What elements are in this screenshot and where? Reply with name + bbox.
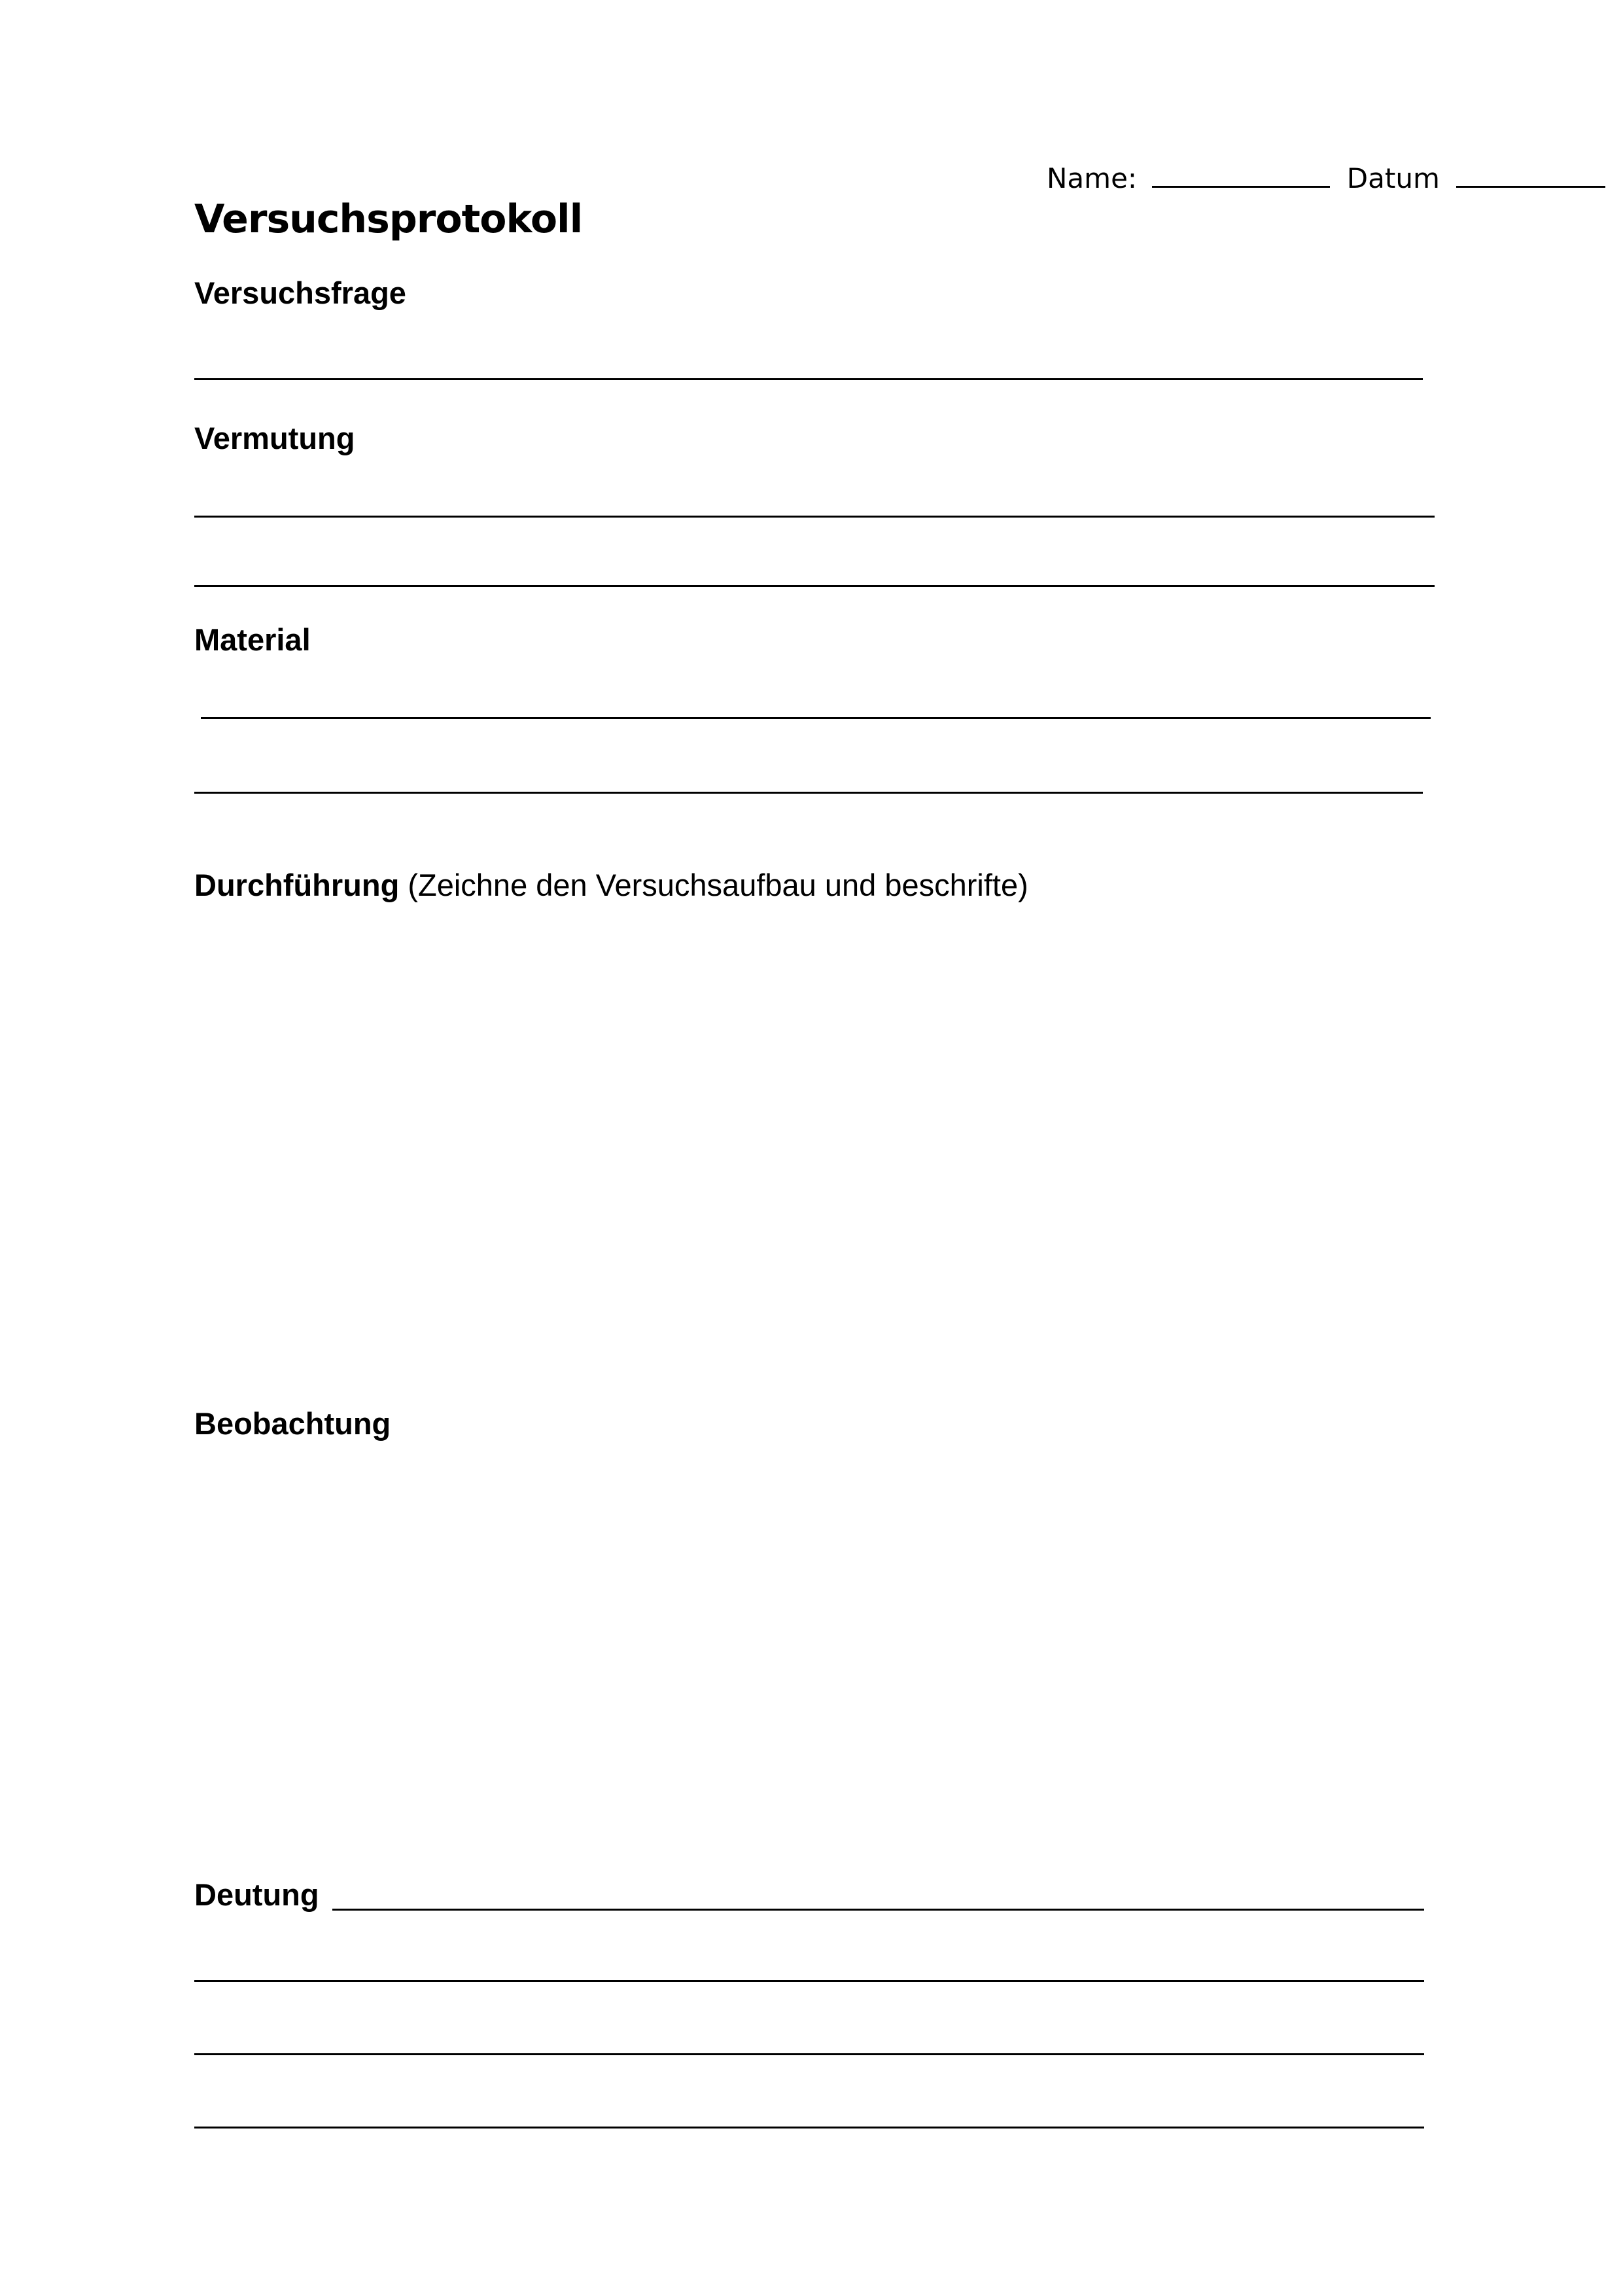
- date-field[interactable]: [1456, 185, 1605, 188]
- hypothesis-answer-line[interactable]: [194, 516, 1435, 518]
- interpretation-answer-line[interactable]: [332, 1909, 1424, 1911]
- section-heading-procedure: [194, 867, 1028, 903]
- interpretation-answer-line[interactable]: [194, 2127, 1424, 2128]
- procedure-heading: Durchführung: [194, 868, 400, 902]
- observation-area[interactable]: [194, 1453, 1435, 1845]
- section-heading-question: Versuchsfrage: [194, 275, 406, 310]
- section-heading-hypothesis: Vermutung: [194, 421, 355, 455]
- interpretation-answer-line[interactable]: [194, 2053, 1424, 2055]
- date-label: Datum: [1346, 162, 1440, 194]
- name-field[interactable]: [1152, 185, 1330, 188]
- section-heading-material: Material: [194, 622, 311, 657]
- section-heading-interpretation: Deutung: [194, 1877, 319, 1912]
- hypothesis-answer-line[interactable]: [194, 585, 1435, 587]
- material-answer-line[interactable]: [194, 792, 1423, 794]
- section-heading-observation: Beobachtung: [194, 1406, 391, 1441]
- interpretation-answer-line[interactable]: [194, 1980, 1424, 1982]
- name-date-fields: [1047, 162, 1605, 194]
- name-label: Name:: [1047, 162, 1138, 194]
- drawing-area[interactable]: [194, 916, 1435, 1387]
- question-answer-line[interactable]: [194, 378, 1423, 380]
- page-title: Versuchsprotokoll: [194, 196, 583, 242]
- material-answer-line[interactable]: [201, 717, 1431, 719]
- procedure-instruction: (Zeichne den Versuchsaufbau und beschrifte): [408, 868, 1028, 902]
